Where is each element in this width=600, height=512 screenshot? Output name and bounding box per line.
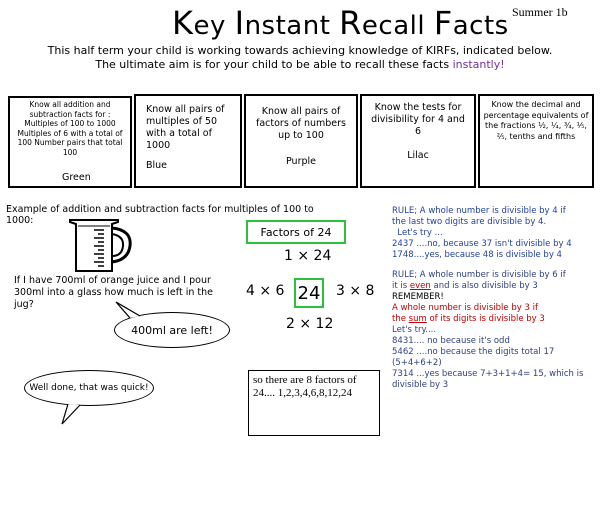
rule6-line [392, 314, 598, 325]
rule6-line: Let's try.... [392, 325, 437, 335]
factors-box-label: Factors of 24 [260, 225, 332, 239]
factor-pair-bottom: 2 × 12 [286, 316, 334, 332]
kirf-box-4 [360, 94, 476, 188]
title-word: ey [193, 11, 235, 41]
intro-line-2-text: The ultimate aim is for your child to be able to recall these facts [95, 58, 453, 71]
kirf-box-2-text: Know all pairs of multiples of 50 with a total of 1000 [146, 104, 225, 151]
answer-bubble-tail-icon [112, 300, 152, 320]
rule6-line: RULE; A whole number is divisible by 6 if [392, 270, 566, 280]
kirf-box-3-text: Know all pairs of factors of numbers up to 100 [255, 106, 346, 141]
kirf-colour-green: Green [62, 172, 91, 183]
factor-pair-right: 3 × 8 [336, 283, 375, 299]
rule-divisible-4 [392, 206, 592, 261]
rule6-line: 7314 ...yes because 7+3+1+4= 15, which is [392, 369, 584, 379]
rule4-line: 1748....yes, because 48 is divisible by 4 [392, 250, 562, 260]
rule6-line: 8431.... no because it's odd [392, 336, 510, 346]
factors-box [246, 220, 346, 244]
rule6-line: A whole number is divisible by 3 if [392, 303, 538, 313]
rule4-line: Let's try ... [392, 228, 443, 238]
title-letter-k: K [172, 4, 194, 42]
page-title [172, 4, 509, 42]
rule6-line: divisible by 3 [392, 380, 449, 390]
rule6-text: it is [392, 281, 410, 291]
factor-centre-box [294, 278, 324, 308]
factor-pair-top: 1 × 24 [284, 248, 332, 264]
rule6-line: 5462 ....no because the digits total 17 (5+4+6+2) [392, 347, 555, 368]
rule-divisible-6 [392, 270, 598, 391]
example-label: Example of addition and subtraction facts for multiples of 100 to 1000: [6, 204, 314, 226]
rule4-line: the last two digits are divisible by 4. [392, 217, 547, 227]
kirf-colour-lilac: Lilac [407, 150, 429, 161]
intro-line-2 [20, 58, 580, 72]
factors-solution-box [248, 370, 380, 436]
kirf-box-1-text: Know all addition and subtraction facts for : Multiples of 100 to 1000 Multiples of 6 with a total of 100 Number pairs that total 100 [17, 100, 123, 157]
factor-pair-left: 4 × 6 [246, 283, 285, 299]
title-word: acts [452, 11, 509, 41]
rule6-sum-word: sum [408, 314, 427, 324]
term-label: Summer 1b [512, 5, 568, 19]
kirf-box-2 [134, 94, 242, 188]
rule6-text: and is also divisible by 3 [430, 281, 538, 291]
example-question: If I have 700ml of orange juice and I pour 300ml into a glass how much is left in the jug? [14, 275, 213, 310]
kirf-box-5-text: Know the decimal and percentage equivalents of the fractions ½, ¼, ¾, ⅕, ⅖, tenths and fifths [483, 100, 589, 141]
kirf-box-5 [478, 94, 594, 188]
rule6-even-word: even [409, 281, 431, 291]
praise-bubble-tail-icon [60, 402, 100, 426]
answer-text: 400ml are left! [131, 323, 213, 337]
rule4-line: RULE; A whole number is divisible by 4 if [392, 206, 566, 216]
praise-bubble [24, 370, 154, 406]
rule4-line: 2437 ....no, because 37 isn't divisible by 4 [392, 239, 572, 249]
kirf-colour-purple: Purple [285, 156, 316, 167]
instantly-word: instantly! [452, 58, 505, 71]
kirf-colour-blue: Blue [146, 160, 168, 171]
title-word: nstant [244, 11, 340, 41]
title-letter-f: F [433, 4, 453, 42]
praise-text: Well done, that was quick! [29, 383, 149, 393]
factors-solution-text: so there are 8 factors of 24.... 1,2,3,4,6,8,12,24 [253, 374, 357, 399]
intro-line-1: This half term your child is working towards achieving knowledge of KIRFs, indicated below. [47, 44, 553, 57]
kirf-box-3 [244, 94, 358, 188]
factor-centre-number: 24 [297, 282, 321, 304]
title-letter-i: I [234, 4, 245, 42]
kirf-box-4-text: Know the tests for divisibility for 4 and 6 [371, 102, 465, 137]
rule6-remember: REMEMBER! [392, 292, 444, 302]
rule6-text: the [392, 314, 409, 324]
title-word: ecall [361, 11, 434, 41]
rule6-line [392, 281, 598, 292]
rule6-text: of its digits is divisible by 3 [426, 314, 545, 324]
intro-text [20, 44, 580, 72]
title-letter-r: R [339, 4, 362, 42]
measuring-jug-icon [66, 216, 140, 274]
